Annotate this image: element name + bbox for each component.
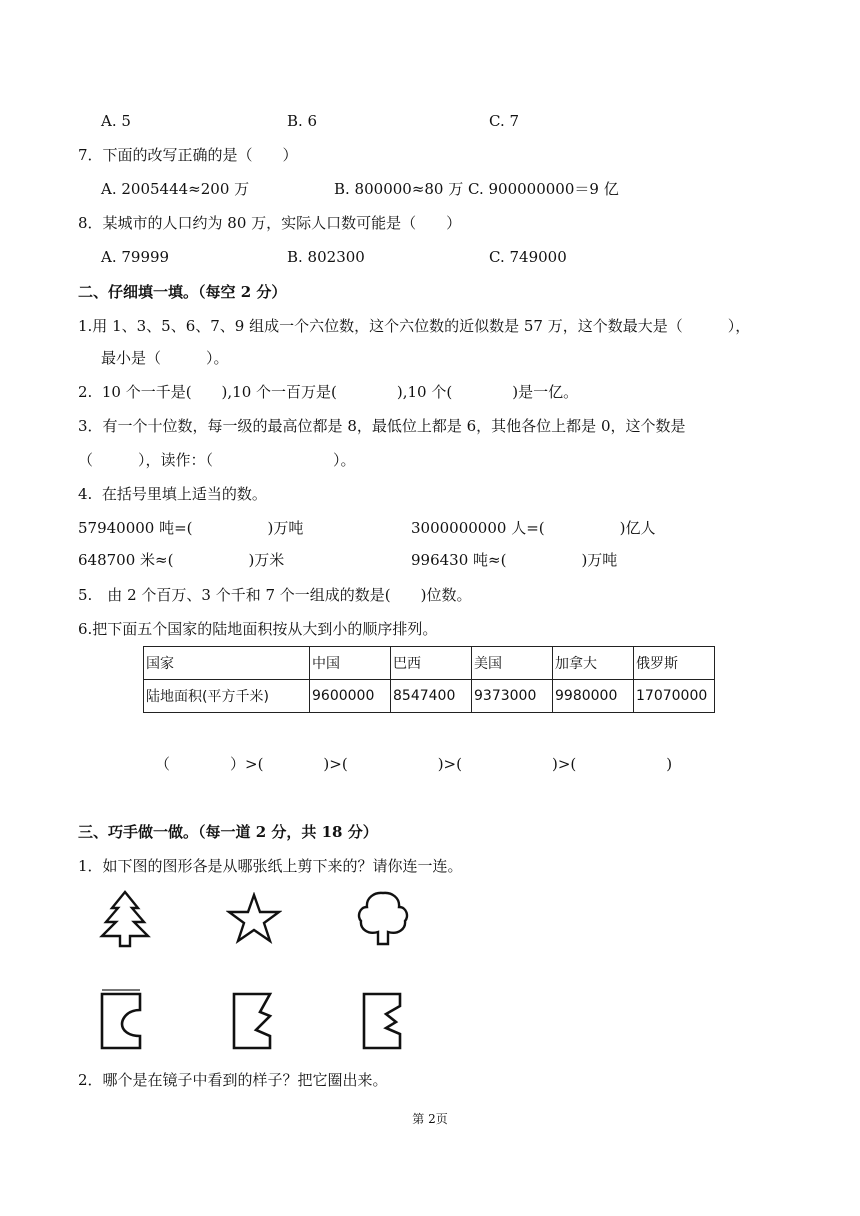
s2-q1-line1: 1.用 1、3、5、6、7、9 组成一个六位数，这个六位数的近似数是 57 万，这个数最大是（ ）， (78, 317, 751, 335)
s2-q6-order-line: （ ）>( )>( )>( )>( ) (155, 755, 673, 773)
s2-q2: 2. 10 个一千是( ),10 个一百万是( ),10 个( )是一亿。 (78, 383, 579, 401)
s2-q5: 5. 由 2 个百万、3 个千和 7 个一组成的数是( )位数。 (78, 586, 472, 604)
table-cell: 9980000 (553, 680, 634, 713)
s2-q4-d: 996430 吨≈( )万吨 (411, 551, 618, 569)
table-cell: 陆地面积(平方千米) (144, 680, 310, 713)
s2-q4-b: 3000000000 人=( )亿人 (411, 519, 656, 537)
q7-option-bc: B. 800000≈80 万 C. 900000000＝9 亿 (334, 180, 619, 198)
s3-q1: 1．如下图的图形各是从哪张纸上剪下来的？请你连一连。 (78, 857, 463, 875)
q8-option-a: A. 79999 (101, 248, 170, 266)
q6-option-a: A. 5 (101, 112, 131, 130)
paper-half-circle-cut-icon (96, 986, 158, 1056)
q6-option-b: B. 6 (287, 112, 318, 130)
table-cell: 巴西 (391, 647, 472, 680)
cloud-tree-shape-icon (354, 888, 412, 948)
paper-zigzag-cut-icon (226, 986, 288, 1056)
q7-stem: 7．下面的改写正确的是（ ） (78, 146, 298, 164)
table-cell: 9600000 (310, 680, 391, 713)
tree-shape-icon (98, 888, 152, 948)
q8-stem: 8．某城市的人口约为 80 万，实际人口数可能是（ ） (78, 214, 462, 232)
table-cell: 加拿大 (553, 647, 634, 680)
section2-title: 二、仔细填一填。（每空 2 分） (78, 283, 287, 301)
s2-q6-title: 6.把下面五个国家的陆地面积按从大到小的顺序排列。 (78, 620, 438, 638)
s3-q2: 2．哪个是在镜子中看到的样子？把它圈出来。 (78, 1071, 388, 1089)
table-cell: 俄罗斯 (634, 647, 715, 680)
section3-title: 三、巧手做一做。（每一道 2 分，共 18 分） (78, 823, 378, 841)
table-cell: 国家 (144, 647, 310, 680)
table-cell: 中国 (310, 647, 391, 680)
s2-q3-line2: （ ），读作：（ ）。 (78, 451, 356, 469)
q8-option-c: C. 749000 (489, 248, 567, 266)
s2-q4-title: 4. 在括号里填上适当的数。 (78, 485, 267, 503)
table-row (144, 647, 715, 680)
s2-q4-a: 57940000 吨=( )万吨 (78, 519, 304, 537)
table-cell: 8547400 (391, 680, 472, 713)
q7-option-a: A. 2005444≈200 万 (101, 180, 250, 198)
table-row (144, 680, 715, 713)
q8-option-b: B. 802300 (287, 248, 365, 266)
paper-star-cut-icon (356, 986, 418, 1056)
q6-option-c: C. 7 (489, 112, 520, 130)
page-number: 第 2页 (412, 1112, 448, 1126)
table-cell: 美国 (472, 647, 553, 680)
table-cell: 9373000 (472, 680, 553, 713)
table-cell: 17070000 (634, 680, 715, 713)
land-area-table (143, 646, 715, 713)
s2-q3-line1: 3．有一个十位数，每一级的最高位都是 8，最低位上都是 6，其他各位上都是 0，这个数是 (78, 417, 686, 435)
star-shape-icon (226, 892, 282, 944)
s2-q4-c: 648700 米≈( )万米 (78, 551, 285, 569)
s2-q1-line2: 最小是（ ）。 (101, 349, 229, 367)
